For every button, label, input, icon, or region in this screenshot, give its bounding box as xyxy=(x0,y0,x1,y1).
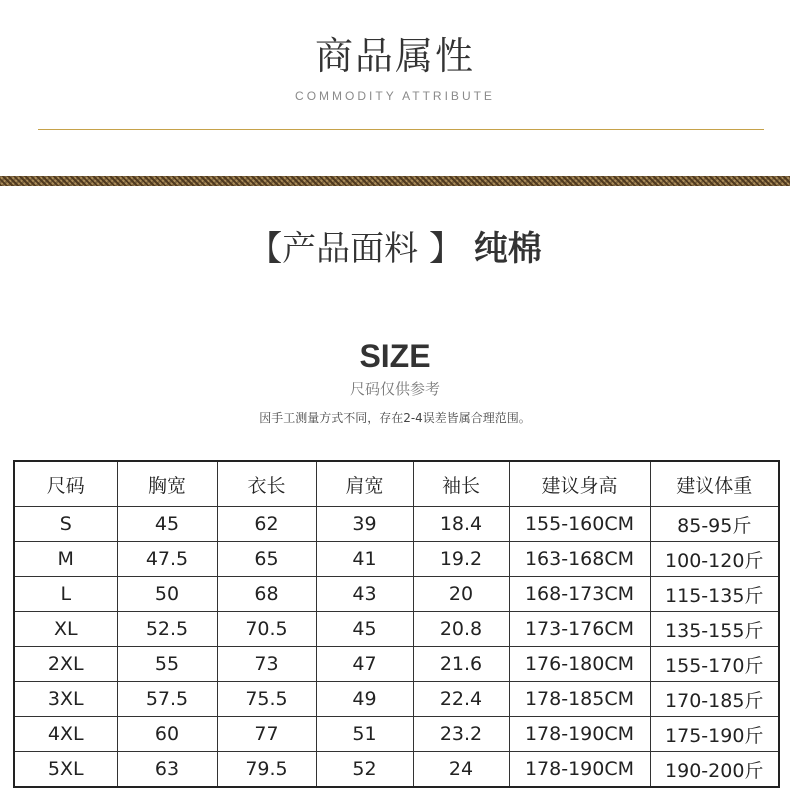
table-cell: 175-190斤 xyxy=(650,717,779,752)
table-cell: 57.5 xyxy=(117,682,217,717)
header-sleeve: 袖长 xyxy=(413,461,509,507)
table-cell: 65 xyxy=(217,542,316,577)
table-header-row xyxy=(14,461,779,507)
table-cell: 20.8 xyxy=(413,612,509,647)
table-cell: 168-173CM xyxy=(509,577,650,612)
table-cell: 178-190CM xyxy=(509,717,650,752)
table-cell: 100-120斤 xyxy=(650,542,779,577)
table-cell: 47.5 xyxy=(117,542,217,577)
table-cell: 178-190CM xyxy=(509,752,650,788)
table-cell: 55 xyxy=(117,647,217,682)
table-cell: 178-185CM xyxy=(509,682,650,717)
table-cell: 47 xyxy=(316,647,413,682)
table-cell: 52.5 xyxy=(117,612,217,647)
table-row xyxy=(14,542,779,577)
table-cell: 3XL xyxy=(14,682,117,717)
table-row xyxy=(14,752,779,788)
table-cell: 2XL xyxy=(14,647,117,682)
table-cell: 73 xyxy=(217,647,316,682)
decorative-pattern-band xyxy=(0,176,790,186)
table-cell: 170-185斤 xyxy=(650,682,779,717)
table-cell: 21.6 xyxy=(413,647,509,682)
table-row xyxy=(14,682,779,717)
table-cell: 135-155斤 xyxy=(650,612,779,647)
table-cell: 115-135斤 xyxy=(650,577,779,612)
page-subtitle: COMMODITY ATTRIBUTE xyxy=(295,89,495,103)
gold-divider xyxy=(38,129,764,130)
table-cell: 19.2 xyxy=(413,542,509,577)
table-cell: 24 xyxy=(413,752,509,788)
table-cell: 51 xyxy=(316,717,413,752)
size-heading: SIZE xyxy=(359,338,431,374)
header-chest: 胸宽 xyxy=(117,461,217,507)
table-cell: 45 xyxy=(316,612,413,647)
table-row xyxy=(14,507,779,542)
header-weight: 建议体重 xyxy=(650,461,779,507)
material-label: 【产品面料 】 xyxy=(248,229,463,269)
table-cell: 155-170斤 xyxy=(650,647,779,682)
table-row xyxy=(14,647,779,682)
table-cell: 62 xyxy=(217,507,316,542)
size-subtitle: 尺码仅供参考 xyxy=(349,380,440,398)
table-cell: 79.5 xyxy=(217,752,316,788)
size-chart-table xyxy=(13,460,780,788)
table-cell: 50 xyxy=(117,577,217,612)
size-note: 因手工测量方式不同，存在2-4误差皆属合理范围。 xyxy=(259,411,531,425)
material-line xyxy=(0,226,790,272)
table-cell: 49 xyxy=(316,682,413,717)
table-cell: 45 xyxy=(117,507,217,542)
page-title: 商品属性 xyxy=(314,34,475,78)
table-cell: 190-200斤 xyxy=(650,752,779,788)
table-cell: 23.2 xyxy=(413,717,509,752)
table-cell: 20 xyxy=(413,577,509,612)
material-value: 纯棉 xyxy=(473,229,542,269)
table-cell: XL xyxy=(14,612,117,647)
table-cell: 173-176CM xyxy=(509,612,650,647)
table-row xyxy=(14,717,779,752)
table-row xyxy=(14,577,779,612)
table-cell: 68 xyxy=(217,577,316,612)
header-shoulder: 肩宽 xyxy=(316,461,413,507)
table-cell: 70.5 xyxy=(217,612,316,647)
table-cell: 176-180CM xyxy=(509,647,650,682)
table-cell: 18.4 xyxy=(413,507,509,542)
table-cell: M xyxy=(14,542,117,577)
table-row xyxy=(14,612,779,647)
table-cell: 41 xyxy=(316,542,413,577)
header-length: 衣长 xyxy=(217,461,316,507)
table-cell: 163-168CM xyxy=(509,542,650,577)
table-cell: 52 xyxy=(316,752,413,788)
table-cell: 85-95斤 xyxy=(650,507,779,542)
table-cell: 22.4 xyxy=(413,682,509,717)
table-cell: S xyxy=(14,507,117,542)
table-cell: L xyxy=(14,577,117,612)
table-cell: 77 xyxy=(217,717,316,752)
table-cell: 63 xyxy=(117,752,217,788)
table-cell: 4XL xyxy=(14,717,117,752)
table-cell: 5XL xyxy=(14,752,117,788)
header-size: 尺码 xyxy=(14,461,117,507)
table-cell: 155-160CM xyxy=(509,507,650,542)
table-cell: 60 xyxy=(117,717,217,752)
header-height: 建议身高 xyxy=(509,461,650,507)
table-cell: 39 xyxy=(316,507,413,542)
table-cell: 43 xyxy=(316,577,413,612)
table-cell: 75.5 xyxy=(217,682,316,717)
